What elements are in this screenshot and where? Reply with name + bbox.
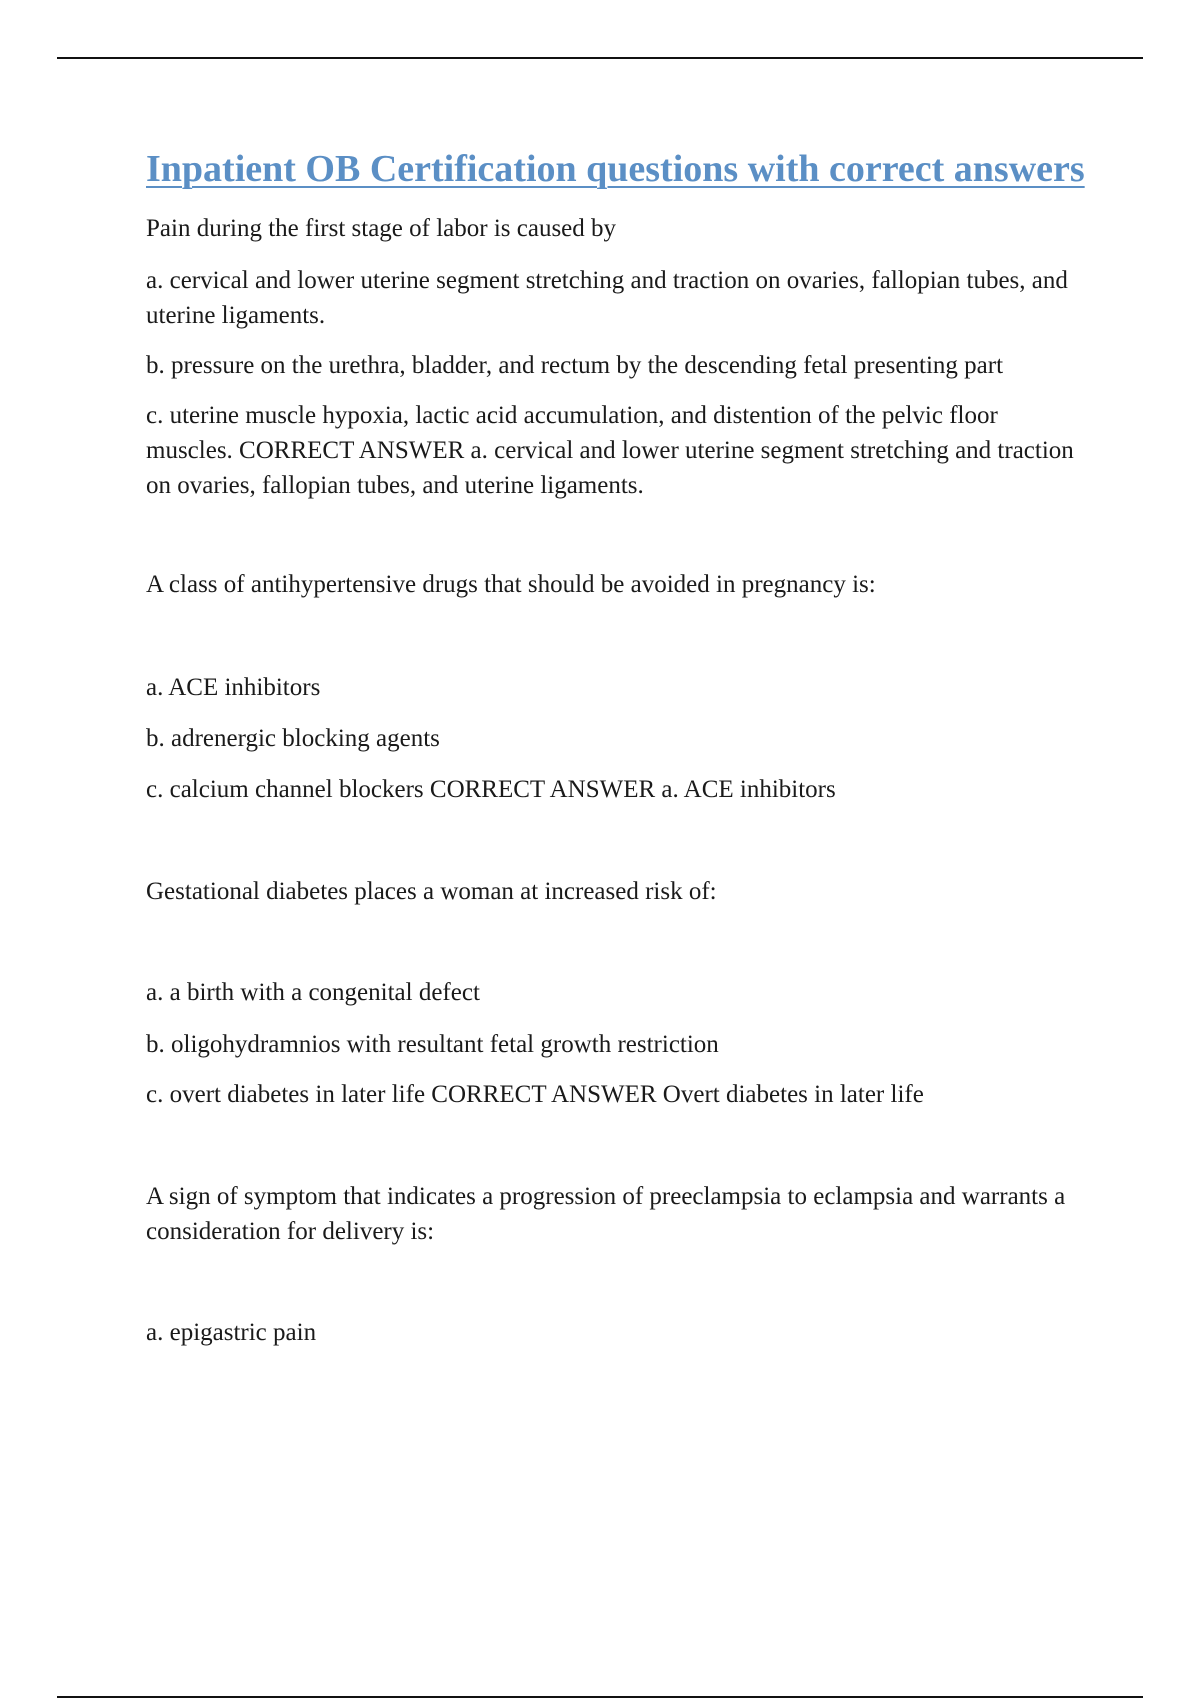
question-3-option-b: b. oligohydramnios with resultant fetal growth restriction — [146, 1031, 719, 1058]
question-3-option-c: c. overt diabetes in later life CORRECT ANSWER Overt diabetes in later life — [146, 1081, 924, 1108]
question-4-option-a: a. epigastric pain — [146, 1319, 317, 1346]
question-1-option-a: a. cervical and lower uterine segment stretching and traction on ovaries, fallopian tubes, and uterine ligaments. — [146, 267, 1068, 329]
footer-rule — [57, 1696, 1143, 1698]
question-3-stem: Gestational diabetes places a woman at increased risk of: — [146, 878, 717, 905]
question-4-stem: A sign of symptom that indicates a progression of preeclampsia to eclampsia and warrants a consideration for delivery is: — [146, 1183, 1066, 1245]
question-2-option-a: a. ACE inhibitors — [146, 674, 321, 701]
question-2-option-c: c. calcium channel blockers CORRECT ANSWER a. ACE inhibitors — [146, 776, 836, 803]
question-3-option-a: a. a birth with a congenital defect — [146, 979, 480, 1006]
question-2-stem: A class of antihypertensive drugs that should be avoided in pregnancy is: — [146, 571, 876, 598]
header-rule — [57, 57, 1143, 59]
document-body — [146, 143, 1086, 1350]
document-title: Inpatient OB Certification questions with correct answers — [146, 148, 1085, 190]
question-2-option-b: b. adrenergic blocking agents — [146, 725, 440, 752]
question-1-stem: Pain during the first stage of labor is caused by — [146, 215, 617, 242]
question-1-option-b: b. pressure on the urethra, bladder, and rectum by the descending fetal presenting part — [146, 352, 1004, 379]
question-1-option-c: c. uterine muscle hypoxia, lactic acid accumulation, and distention of the pelvic floor muscles. CORRECT ANSWER a. cervical and lower uterine segment stretching and traction on ovaries, fallopian tubes, and uterine ligaments. — [146, 402, 1074, 499]
